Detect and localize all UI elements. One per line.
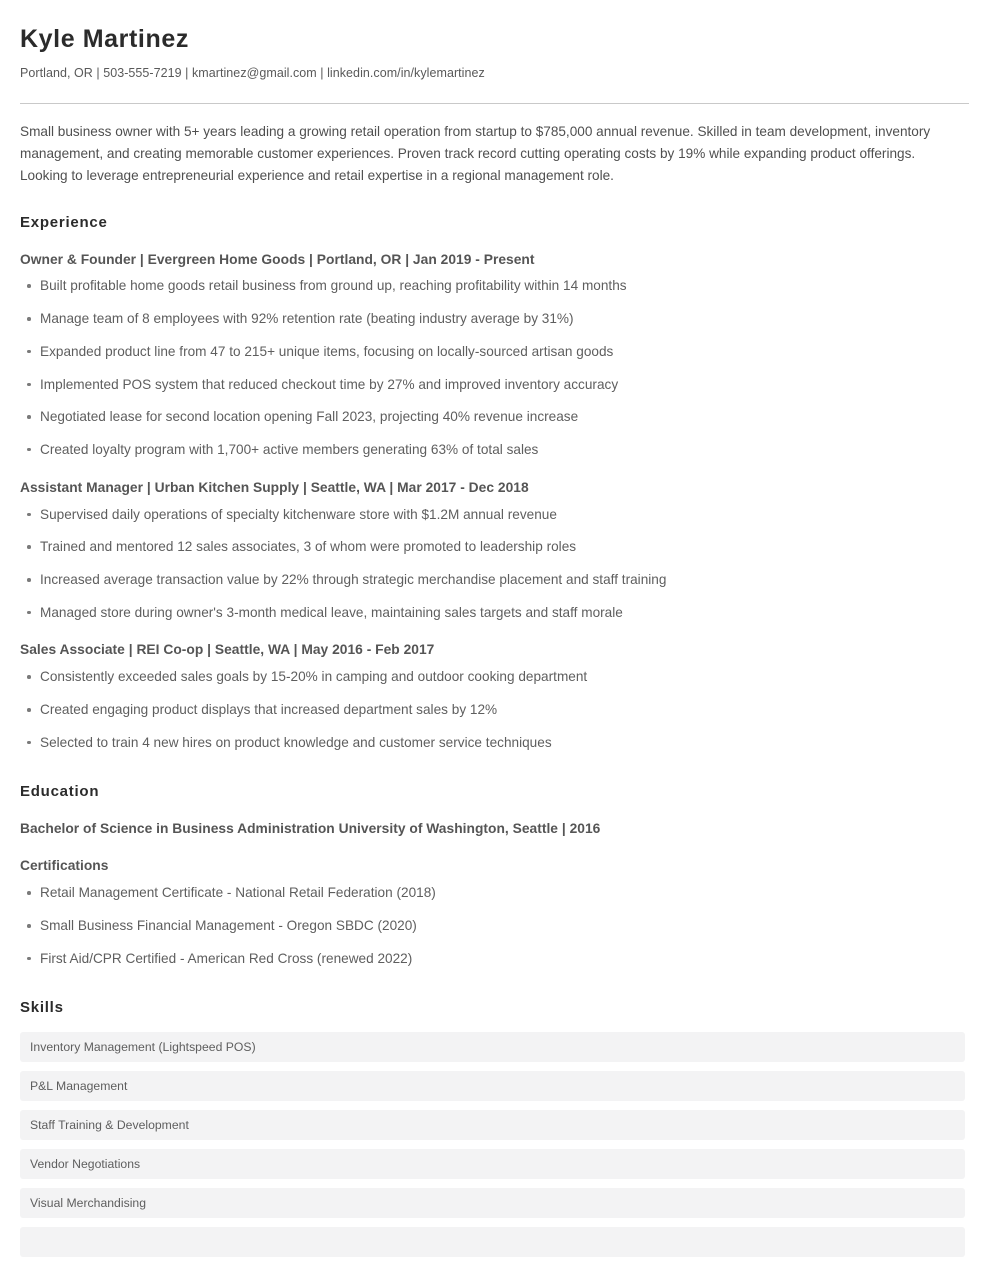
bullet-item: Supervised daily operations of specialty kitchenware store with $1.2M annual revenue <box>20 505 969 525</box>
certifications-subheading: Certifications <box>20 858 109 874</box>
bullet-item: Implemented POS system that reduced checkout time by 27% and improved inventory accuracy <box>20 375 969 395</box>
skill-bar <box>20 1188 965 1218</box>
bullet-item: Managed store during owner's 3-month medical leave, maintaining sales targets and staff morale <box>20 603 969 623</box>
job-bullet-list <box>20 659 969 752</box>
job-bullet-list <box>20 497 969 623</box>
section-heading-education: Education <box>20 783 100 801</box>
section-heading-skills: Skills <box>20 999 64 1017</box>
bullet-item: Consistently exceeded sales goals by 15-20% in camping and outdoor cooking department <box>20 667 969 687</box>
experience-entry <box>20 460 969 623</box>
skill-bar <box>20 1032 965 1062</box>
skill-label: Inventory Management (Lightspeed POS) <box>30 1040 256 1055</box>
certifications-list <box>20 875 969 968</box>
bullet-item: Created loyalty program with 1,700+ active members generating 63% of total sales <box>20 440 969 460</box>
professional-summary: Small business owner with 5+ years leading a growing retail operation from startup to $785,000 annual revenue. Skilled in team development, inventory management, and creating memorable customer experiences. Proven track record cutting operating costs by 19% while expanding product offerings. Looking to leverage entrepreneurial experience and retail expertise in a regional management role. <box>20 123 931 183</box>
job-title-line: Owner & Founder | Evergreen Home Goods | Portland, OR | Jan 2019 - Present <box>20 251 535 267</box>
section-heading-experience: Experience <box>20 213 108 231</box>
skill-label: Staff Training & Development <box>30 1118 189 1133</box>
skill-bar <box>20 1071 965 1101</box>
skill-label: Visual Merchandising <box>30 1196 147 1211</box>
skill-bar <box>20 1149 965 1179</box>
bullet-item: Trained and mentored 12 sales associates, 3 of whom were promoted to leadership roles <box>20 537 969 557</box>
skills-list <box>20 1017 969 1257</box>
bullet-item: Built profitable home goods retail business from ground up, reaching profitability within 14 months <box>20 276 969 296</box>
bullet-item: Selected to train 4 new hires on product knowledge and customer service techniques <box>20 733 969 753</box>
bullet-item: Increased average transaction value by 22% through strategic merchandise placement and staff training <box>20 570 969 590</box>
degree-line: Bachelor of Science in Business Administration University of Washington, Seattle | 2016 <box>20 821 601 837</box>
job-title-line: Sales Associate | REI Co-op | Seattle, WA | May 2016 - Feb 2017 <box>20 642 435 658</box>
experience-entry <box>20 232 969 460</box>
experience-entry <box>20 622 969 752</box>
bullet-item: Negotiated lease for second location opening Fall 2023, projecting 40% revenue increase <box>20 407 969 427</box>
bullet-item: Small Business Financial Management - Oregon SBDC (2020) <box>20 916 969 936</box>
skill-label: Vendor Negotiations <box>30 1157 141 1172</box>
resume-header <box>20 0 969 104</box>
bullet-item: First Aid/CPR Certified - American Red Cross (renewed 2022) <box>20 949 969 969</box>
bullet-item: Created engaging product displays that increased department sales by 12% <box>20 700 969 720</box>
skill-bar <box>20 1110 965 1140</box>
skill-label: P&L Management <box>30 1079 128 1094</box>
contact-info-line: Portland, OR | 503-555-7219 | kmartinez@gmail.com | linkedin.com/in/kylemartinez <box>20 66 485 80</box>
skill-bar-truncated <box>20 1227 965 1257</box>
bullet-item: Expanded product line from 47 to 215+ unique items, focusing on locally-sourced artisan goods <box>20 342 969 362</box>
page-title: Kyle Martinez <box>20 25 189 53</box>
bullet-item: Manage team of 8 employees with 92% retention rate (beating industry average by 31%) <box>20 309 969 329</box>
bullet-item: Retail Management Certificate - National Retail Federation (2018) <box>20 883 969 903</box>
job-title-line: Assistant Manager | Urban Kitchen Supply | Seattle, WA | Mar 2017 - Dec 2018 <box>20 479 529 495</box>
job-bullet-list <box>20 268 969 459</box>
